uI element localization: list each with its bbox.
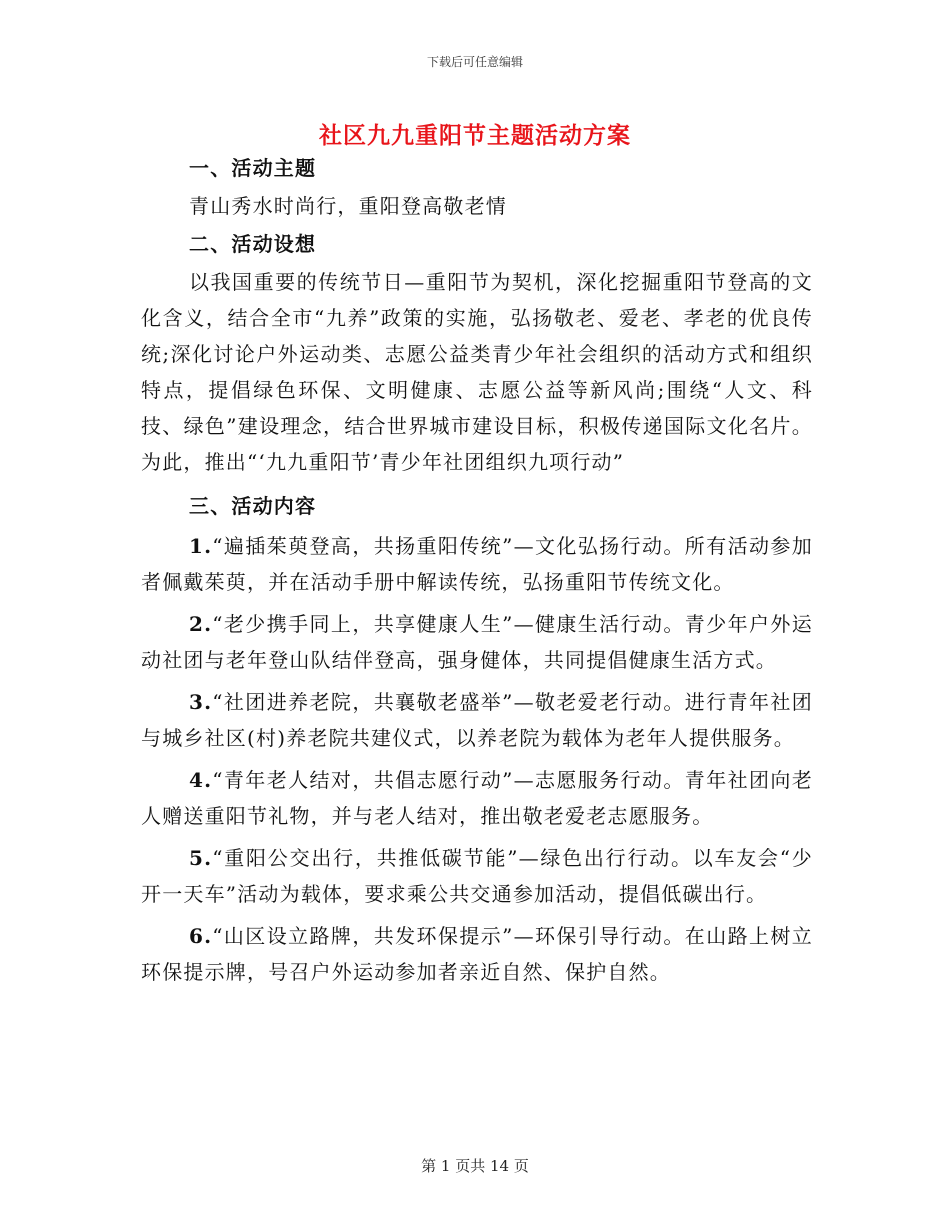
activity-text: “遍插茱萸登高，共扬重阳传统”—文化弘扬行动。所有活动参加者佩戴茱萸，并在活动手册中解读传统，弘扬重阳节传统文化。 [141,534,813,594]
document-title: 社区九九重阳节主题活动方案 [319,122,631,149]
concept-text: 以我国重要的传统节日—重阳节为契机，深化挖掘重阳节登高的文化含义，结合全市“九养”政策的实施，弘扬敬老、爱老、孝老的优良传统;深化讨论户外运动类、志愿公益类青少年社会组织的活动方式和组织特点，提倡绿色环保、文明健康、志愿公益等新风尚;围绕“人文、科技、绿色”建设理念，结合世界城市建设目标，积极传递国际文化名片。为此，推出“‘九九重阳节’青少年社团组织九项行动” [141,270,813,474]
activity-text: “重阳公交出行，共推低碳节能”—绿色出行行动。以车友会“少开一天车”活动为载体，要求乘公共交通参加活动，提倡低碳出行。 [141,846,813,906]
activity-list [141,528,813,990]
section-heading-theme: 一、活动主题 [189,156,317,180]
activity-item [141,918,813,990]
activity-text: “老少携手同上，共享健康人生”—健康生活行动。青少年户外运动社团与老年登山队结伴登高，强身健体，共同提倡健康生活方式。 [141,612,813,672]
activity-item [141,528,813,600]
page-footer-number: 第 1 页共 14 页 [421,1157,529,1175]
section-heading-concept: 二、活动设想 [189,232,317,256]
activity-text: “青年老人结对，共倡志愿行动”—志愿服务行动。青年社团向老人赠送重阳节礼物，并与老人结对，推出敬老爱老志愿服务。 [141,768,813,828]
activity-item [141,684,813,756]
activity-number: 2. [189,612,213,636]
page-header-note: 下载后可任意编辑 [426,55,523,69]
activity-item [141,606,813,678]
activity-item [141,840,813,912]
activity-text: “山区设立路牌，共发环保提示”—环保引导行动。在山路上树立环保提示牌，号召户外运动参加者亲近自然、保护自然。 [141,924,813,984]
activity-number: 4. [189,768,213,792]
theme-text: 青山秀水时尚行，重阳登高敬老情 [189,194,507,218]
activity-number: 3. [189,690,213,714]
activity-item [141,762,813,834]
activity-number: 1. [189,534,213,558]
section-heading-content: 三、活动内容 [189,494,317,518]
activity-number: 6. [189,924,213,948]
document-body [141,150,813,990]
activity-number: 5. [189,846,213,870]
activity-text: “社团进养老院，共襄敬老盛举”—敬老爱老行动。进行青年社团与城乡社区(村)养老院共建仪式，以养老院为载体为老年人提供服务。 [141,690,813,750]
